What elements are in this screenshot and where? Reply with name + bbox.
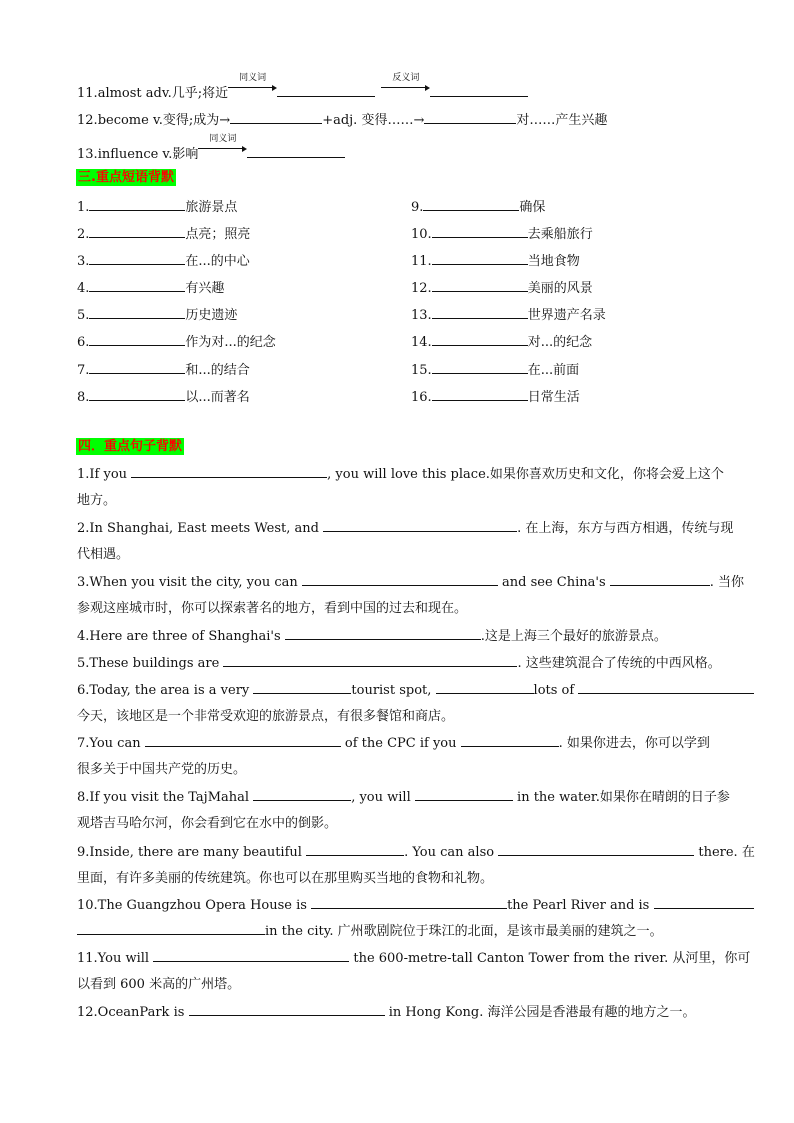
answer-blank[interactable] (277, 84, 375, 97)
sentence-item-7: 7.You can of the CPC if you . 如果你进去，你可以学到 很多关于中国共产党的历史。 (77, 736, 710, 777)
answer-blank[interactable] (89, 333, 185, 346)
answer-blank[interactable] (189, 1003, 385, 1016)
phrase-item: 8. 以...而著名 (77, 390, 250, 405)
sentence-item-5: 5.These buildings are . 这些建筑混合了传统的中西风格。 (77, 656, 721, 671)
answer-blank[interactable] (153, 949, 349, 962)
answer-blank[interactable] (89, 252, 185, 265)
answer-blank[interactable] (432, 361, 528, 374)
answer-blank[interactable] (89, 306, 185, 319)
answer-blank[interactable] (230, 111, 322, 124)
answer-blank[interactable] (430, 84, 528, 97)
vocab-meaning: 影响 (172, 147, 199, 162)
synonym-arrow-icon: 同义词 (228, 86, 277, 102)
answer-blank[interactable] (654, 896, 754, 909)
sentence-item-9: 9.Inside, there are many beautiful . You can also there. 在 里面，有许多美丽的传统建筑。你也可以在那里购买当地的食物和礼物。 (77, 845, 755, 886)
sentence-item-2: 2.In Shanghai, East meets West, and . 在上海，东方与西方相遇，传统与现 代相遇。 (77, 521, 734, 562)
answer-blank[interactable] (432, 225, 528, 238)
answer-blank[interactable] (461, 734, 559, 747)
answer-blank[interactable] (578, 681, 754, 694)
phrase-item: 7. 和...的结合 (77, 363, 250, 378)
sentence-item-1: 1.If you , you will love this place.如果你喜欢历史和文化，你将会爱上这个 地方。 (77, 467, 724, 508)
answer-blank[interactable] (223, 654, 517, 667)
vocab-phrase: 对……产生兴趣 (516, 113, 608, 128)
phrase-item: 2. 点亮；照亮 (77, 227, 251, 242)
antonym-arrow-icon: 反义词 (381, 86, 430, 102)
item-number: 12. (77, 113, 98, 128)
vocab-word: influence v. (97, 147, 173, 162)
phrase-item: 4. 有兴趣 (77, 281, 225, 296)
vocab-item-11 (77, 73, 528, 102)
answer-blank[interactable] (432, 252, 528, 265)
phrase-item: 14. 对...的纪念 (411, 335, 593, 350)
vocab-word: almost adv. (97, 86, 172, 101)
phrase-item: 16. 日常生活 (411, 390, 580, 405)
answer-blank[interactable] (145, 734, 341, 747)
vocab-phrase: +adj. 变得……→ (322, 113, 425, 128)
phrase-item: 5. 历史遗迹 (77, 308, 238, 323)
answer-blank[interactable] (131, 465, 327, 478)
answer-blank[interactable] (306, 843, 404, 856)
answer-blank[interactable] (432, 388, 528, 401)
answer-blank[interactable] (498, 843, 694, 856)
answer-blank[interactable] (253, 681, 351, 694)
answer-blank[interactable] (89, 198, 185, 211)
sentence-item-6: 6.Today, the area is a very tourist spot, lots of 今天，该地区是一个非常受欢迎的旅游景点，有很多餐馆和商店。 (77, 678, 717, 730)
sentence-item-11: 11.You will the 600-metre-tall Canton Tower from the river. 从河里，你可 以看到 600 米高的广州塔。 (77, 951, 751, 992)
phrase-item: 10. 去乘船旅行 (411, 227, 593, 242)
section-heading-sentences: 四．重点句子背默 (78, 439, 183, 454)
phrase-item: 1. 旅游景点 (77, 200, 238, 215)
answer-blank[interactable] (432, 333, 528, 346)
sentence-item-3: 3.When you visit the city, you can and see China's . 当你 参观这座城市时，你可以探索著名的地方，看到中国的过去和现在。 (77, 575, 745, 616)
answer-blank[interactable] (302, 573, 498, 586)
answer-blank[interactable] (89, 361, 185, 374)
item-number: 11. (77, 86, 98, 101)
vocab-item-13 (77, 134, 345, 163)
phrase-item: 11. 当地食物 (411, 254, 580, 269)
vocab-word: become v. (97, 113, 163, 128)
answer-blank[interactable] (89, 225, 185, 238)
sentence-item-4: 4.Here are three of Shanghai's .这是上海三个最好的旅游景点。 (77, 629, 667, 644)
sentence-item-8: 8.If you visit the TajMahal , you will in the water.如果你在晴朗的日子参 观塔吉马哈尔河，你会看到它在水中的倒影。 (77, 790, 730, 831)
answer-blank[interactable] (247, 145, 345, 158)
phrase-item: 6. 作为对...的纪念 (77, 335, 276, 350)
vocab-item-12 (77, 111, 607, 129)
answer-blank[interactable] (285, 627, 481, 640)
answer-blank[interactable] (89, 388, 185, 401)
vocab-meaning: 几乎;将近 (171, 86, 229, 101)
phrase-item: 15. 在...前面 (411, 363, 580, 378)
phrase-item: 3. 在...的中心 (77, 254, 250, 269)
item-number: 13. (77, 147, 98, 162)
vocab-meaning: 变得;成为→ (162, 113, 231, 128)
answer-blank[interactable] (432, 306, 528, 319)
answer-blank[interactable] (77, 922, 265, 935)
section-heading-phrases: 三.重点短语背默 (78, 170, 174, 185)
answer-blank[interactable] (323, 519, 517, 532)
answer-blank[interactable] (432, 279, 528, 292)
answer-blank[interactable] (610, 573, 710, 586)
sentence-item-12: 12.OceanPark is in Hong Kong. 海洋公园是香港最有趣的地方之一。 (77, 1005, 696, 1020)
phrase-item: 12. 美丽的风景 (411, 281, 593, 296)
phrase-item: 13. 世界遗产名录 (411, 308, 606, 323)
answer-blank[interactable] (436, 681, 534, 694)
phrase-item: 9. 确保 (411, 200, 546, 215)
answer-blank[interactable] (415, 788, 513, 801)
answer-blank[interactable] (89, 279, 185, 292)
answer-blank[interactable] (253, 788, 351, 801)
answer-blank[interactable] (423, 198, 519, 211)
answer-blank[interactable] (311, 896, 507, 909)
sentence-item-10: 10.The Guangzhou Opera House is the Pearl River and is in the city. 广州歌剧院位于珠江的北面，是该市最美丽的建筑之一。 (77, 893, 717, 945)
synonym-arrow-icon: 同义词 (198, 147, 247, 163)
answer-blank[interactable] (424, 111, 516, 124)
